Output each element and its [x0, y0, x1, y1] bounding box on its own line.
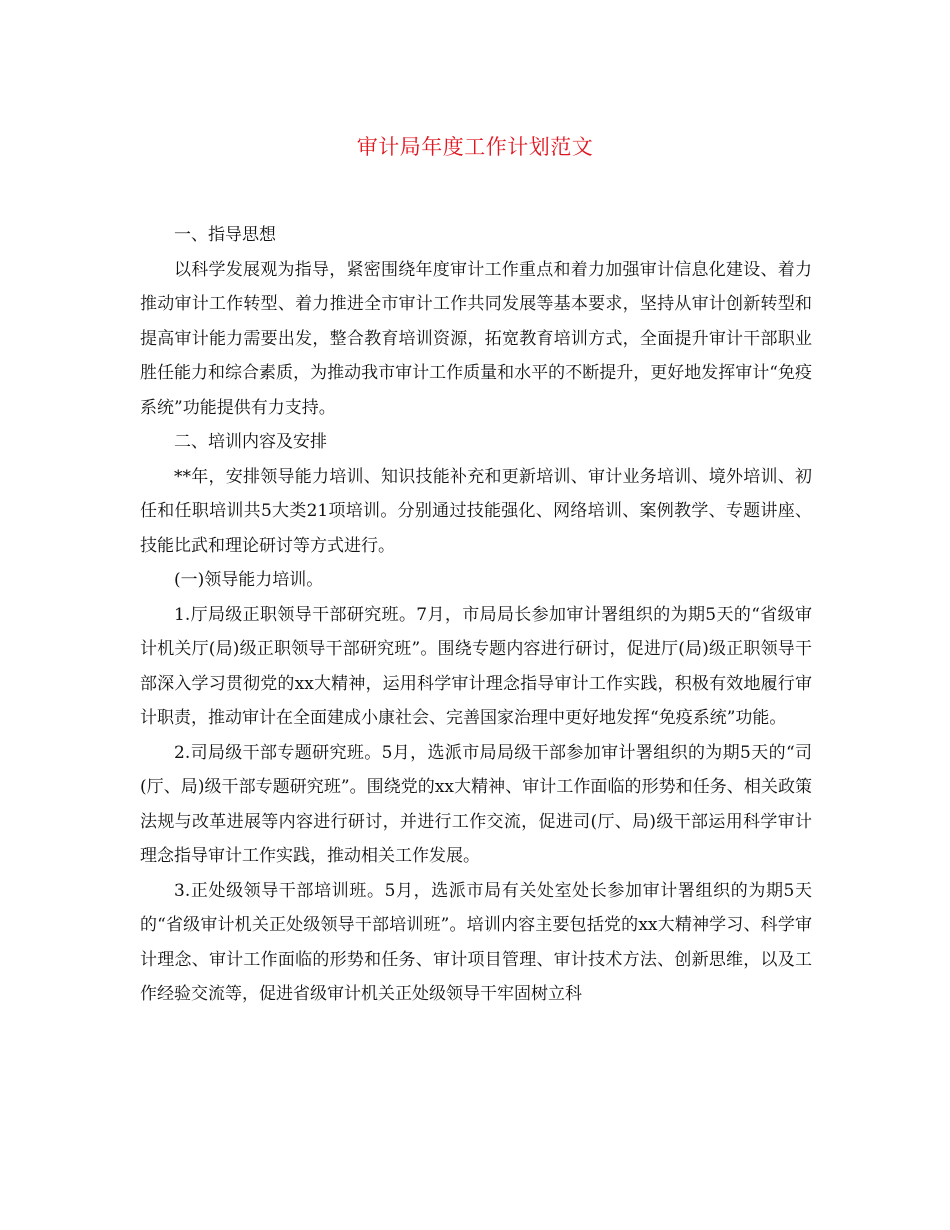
paragraph-guiding-thought: 以科学发展观为指导，紧密围绕年度审计工作重点和着力加强审计信息化建设、着力推动审计工作转型、着力推进全市审计工作共同发展等基本要求，坚持从审计创新转型和提高审计能力需要出发，整合教育培训资源，拓宽教育培训方式，全面提升审计干部职业胜任能力和综合素质，为推动我市审计工作质量和水平的不断提升，更好地发挥审计“免疫系统”功能提供有力支持。 [140, 259, 812, 418]
paragraph-item-2: 2.司局级干部专题研究班。5月，选派市局局级干部参加审计署组织的为期5天的“司(厅、局)级干部专题研究班”。围绕党的xx大精神、审计工作面临的形势和任务、相关政策法规与改革进展等内容进行研讨，并进行工作交流，促进司(厅、局)级干部运用科学审计理念指导审计工作实践，推动相关工作发展。 [140, 742, 812, 866]
section-heading-guiding-thought: 一、指导思想 [174, 225, 276, 245]
document-body [140, 218, 812, 1012]
paragraph-item-1: 1.厅局级正职领导干部研究班。7月，市局局长参加审计署组织的为期5天的“省级审计机关厅(局)级正职领导干部研究班”。围绕专题内容进行研讨，促进厅(局)级正职领导干部深入学习贯彻党的xx大精神，运用科学审计理念指导审计工作实践，积极有效地履行审计职责，推动审计在全面建成小康社会、完善国家治理中更好地发挥“免疫系统”功能。 [140, 604, 812, 728]
section-heading-training-content: 二、培训内容及安排 [174, 432, 327, 452]
document-title: 审计局年度工作计划范文 [356, 135, 594, 159]
paragraph-training-overview: **年，安排领导能力培训、知识技能补充和更新培训、审计业务培训、境外培训、初任和任职培训共5大类21项培训。分别通过技能强化、网络培训、案例教学、专题讲座、技能比武和理论研讨等方式进行。 [140, 466, 812, 556]
paragraph-item-3: 3.正处级领导干部培训班。5月，选派市局有关处室处长参加审计署组织的为期5天的“省级审计机关正处级领导干部培训班”。培训内容主要包括党的xx大精神学习、科学审计理念、审计工作面临的形势和任务、审计项目管理、审计技术方法、创新思维，以及工作经验交流等，促进省级审计机关正处级领导干牢固树立科 [140, 880, 812, 1004]
subsection-heading-leadership-training: (一)领导能力培训。 [174, 570, 324, 590]
